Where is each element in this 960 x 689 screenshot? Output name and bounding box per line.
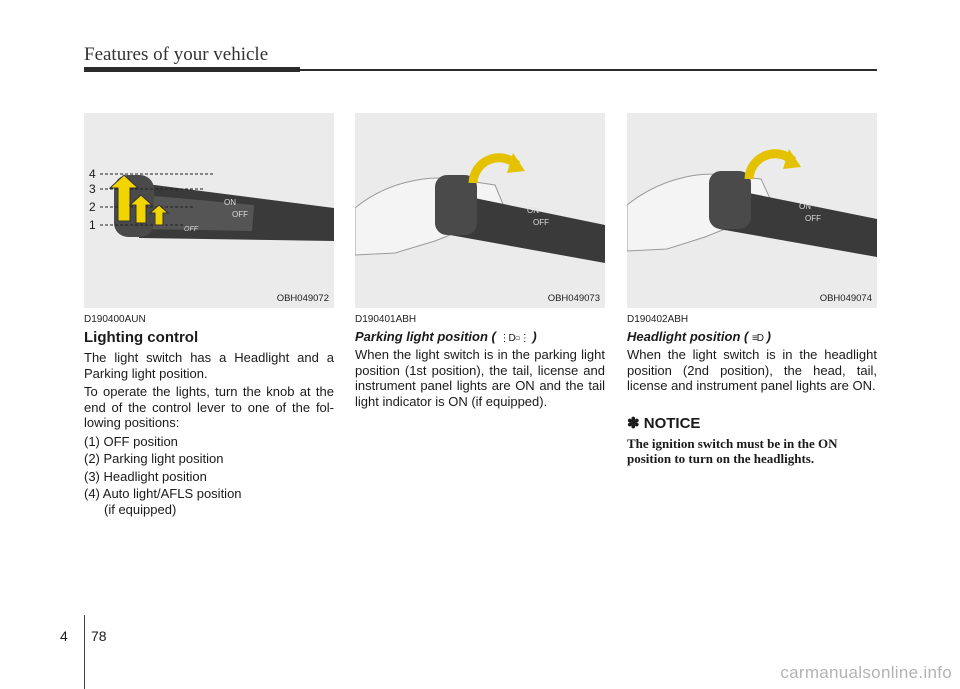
svg-text:ON: ON <box>527 206 539 215</box>
hand-turning-knob-illustration <box>627 113 877 308</box>
header-rule <box>84 67 300 72</box>
headlight-icon: ≡D <box>751 333 764 344</box>
heading-text-end: ) <box>532 329 537 344</box>
column-headlight <box>627 314 877 466</box>
section-heading <box>355 329 605 344</box>
column-parking-light <box>355 314 605 412</box>
watermark: carmanualsonline.info <box>780 663 952 682</box>
column-lighting-control <box>84 314 334 517</box>
position-mark-3: 3 <box>89 182 96 196</box>
paragraph: When the light switch is in the parking light position (1st position), the tail, license and instrument panel lights are ON and the tail light indicator is ON (if equipped). <box>355 347 605 409</box>
list-item-note: (if equipped) <box>104 501 177 517</box>
section-heading: Lighting control <box>84 329 199 346</box>
header-rule-thin <box>300 69 877 71</box>
hand-turning-knob-illustration <box>355 113 605 308</box>
svg-text:OFF: OFF <box>184 226 198 233</box>
svg-text:OFF: OFF <box>533 218 549 227</box>
heading-text-end: ) <box>766 329 771 344</box>
figure-code: OBH049074 <box>819 293 872 304</box>
heading-text: Headlight position ( <box>627 329 749 344</box>
light-switch-lever-illustration <box>84 113 334 308</box>
position-mark-2: 2 <box>89 200 96 214</box>
parking-light-icon: ⋮D○⋮ <box>499 333 529 344</box>
svg-text:ON: ON <box>224 198 236 207</box>
figure-headlight <box>627 113 877 308</box>
paragraph: To operate the lights, turn the knob at the end of the control lever to one of the fol-lowing positions: <box>84 384 334 430</box>
chapter-number: 4 <box>60 628 68 644</box>
figure-parking-light <box>355 113 605 308</box>
section-code: D190400AUN <box>84 314 146 325</box>
svg-text:OFF: OFF <box>805 214 821 223</box>
paragraph: The light switch has a Headlight and a Parking light position. <box>84 350 334 381</box>
notice-title: ✽ NOTICE <box>627 414 701 432</box>
list-item: (3) Headlight position <box>84 468 207 484</box>
paragraph: When the light switch is in the headlight position (2nd position), the head, tail, license and instrument panel lights are ON. <box>627 347 877 393</box>
notice-text: The ignition switch must be in the ON position to turn on the headlights. <box>627 435 838 466</box>
footer-divider <box>84 615 85 689</box>
list-item: (2) Parking light position <box>84 451 224 466</box>
svg-text:OFF: OFF <box>232 210 248 219</box>
figure-lighting-control <box>84 113 334 308</box>
heading-text: Parking light position ( <box>355 329 496 344</box>
list-item: (4) Auto light/AFLS position <box>84 486 242 501</box>
section-heading <box>627 329 877 344</box>
page-number: 78 <box>91 628 107 644</box>
figure-code: OBH049072 <box>276 293 329 304</box>
figure-code: OBH049073 <box>547 293 600 304</box>
list-item: (1) OFF position <box>84 433 178 449</box>
section-code: D190401ABH <box>355 314 417 325</box>
position-mark-1: 1 <box>89 218 96 232</box>
section-code: D190402ABH <box>627 314 689 325</box>
page-header-title: Features of your vehicle <box>84 44 269 65</box>
position-mark-4: 4 <box>89 167 96 181</box>
svg-text:ON: ON <box>799 202 811 211</box>
